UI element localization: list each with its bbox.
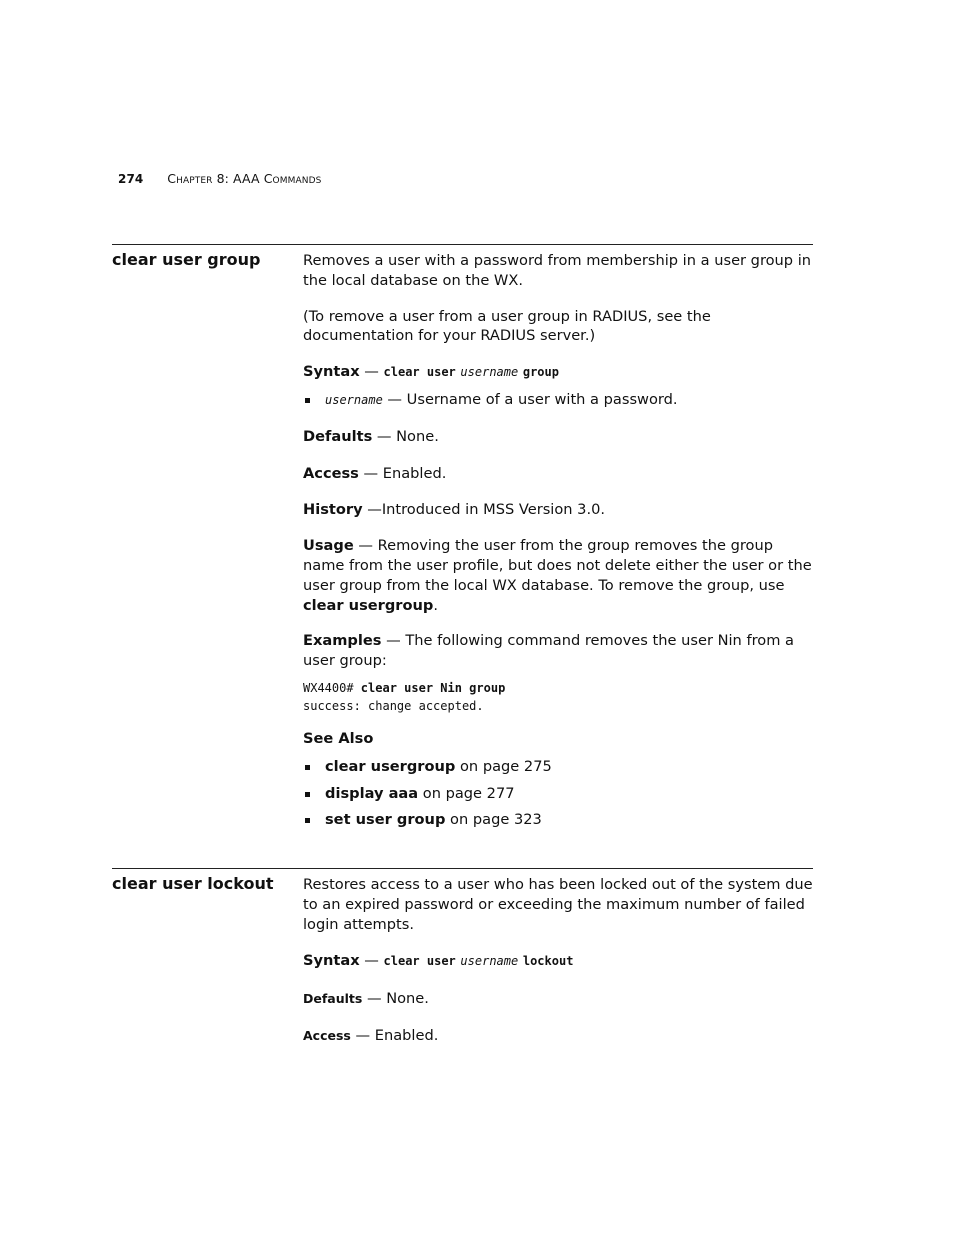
parameter-item [303, 390, 815, 411]
page-header [118, 171, 321, 186]
chapter-title: Chapter 8: AAA Commands [167, 171, 322, 186]
code-example: WX4400# clear user Nin group success: change accepted. [303, 680, 506, 713]
description: Restores access to a user who has been locked out of the system due to an expired password or exceeding the maximum number of failed login attempts. [303, 876, 813, 933]
description: Removes a user with a password from membership in a user group in the local database on the WX. [303, 252, 812, 289]
syntax-line: Syntax — clear user username group [303, 363, 559, 381]
parameter-description: — Username of a user with a password. [382, 390, 678, 408]
section-body-clear-user-group [303, 251, 815, 830]
section-divider [112, 244, 813, 245]
see-also-item[interactable]: set user group on page 323 [303, 810, 815, 830]
defaults-line: Defaults — None. [303, 990, 429, 1008]
access-line: Access — Enabled. [303, 1026, 439, 1044]
examples-paragraph: Examples — The following command removes the user Nin from a user group: [303, 632, 794, 670]
section-title-clear-user-group: clear user group [112, 250, 261, 269]
usage-command-link[interactable]: clear usergroup [303, 596, 434, 614]
syntax-argument: username [460, 954, 519, 969]
defaults-line: Defaults — None. [303, 427, 439, 445]
see-also-item[interactable]: clear usergroup on page 275 [303, 757, 815, 777]
syntax-command: clear user [383, 954, 456, 969]
syntax-line: Syntax — clear user username lockout [303, 952, 574, 970]
syntax-argument: username [460, 365, 519, 380]
description-note: (To remove a user from a user group in RADIUS, see the documentation for your RADIUS server.) [303, 307, 711, 345]
section-divider [112, 868, 813, 869]
parameter-name: username [325, 392, 383, 407]
syntax-label: Syntax [303, 952, 360, 970]
usage-paragraph: Usage — Removing the user from the group removes the group name from the user profile, but does not delete either the user or the user group from the local WX database. To remove the group, use clear usergroup. [303, 537, 812, 614]
access-line: Access — Enabled. [303, 464, 447, 482]
section-body-clear-user-lockout [303, 875, 815, 1046]
syntax-label: Syntax [303, 363, 360, 381]
syntax-command: clear user [383, 365, 456, 380]
history-line: History —Introduced in MSS Version 3.0. [303, 501, 606, 519]
syntax-keyword: group [522, 365, 559, 380]
page-number: 274 [118, 172, 144, 186]
section-title-clear-user-lockout: clear user lockout [112, 874, 274, 893]
syntax-keyword: lockout [522, 954, 574, 969]
see-also-item[interactable]: display aaa on page 277 [303, 784, 815, 804]
see-also-heading: See Also [303, 729, 374, 747]
